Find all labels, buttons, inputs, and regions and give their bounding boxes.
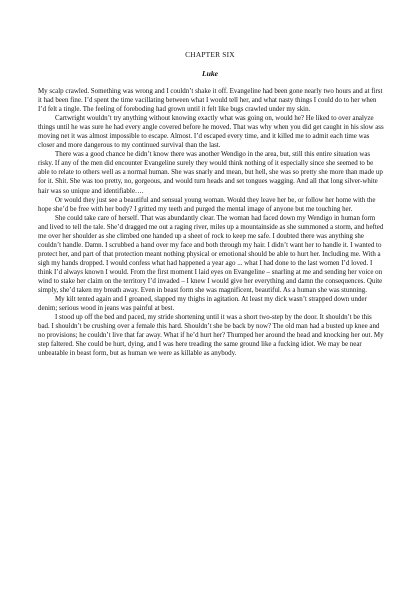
paragraph: Or would they just see a beautiful and sensual young woman. Would they leave her be, or follow her home with the hope she’d be free with her body? I gritted my teeth and purged the mental image of anyone but me touching her. xyxy=(38,195,376,213)
paragraph: She could take care of herself. That was abundantly clear. The woman had faced down my Wendigo in human form and lived to tell the tale. She’d dragged me out a raging river, miles up a mountainside as she summoned a storm, and hefted me over her shoulder as she climbed one handed up a sheet of rock to keep me safe. I doubted there was anything she couldn’t handle. Damn. I scrubbed a hand over my face and both through my hair. I didn’t want her to handle it. I wanted to protect her, and part of that protection meant nothing physical or emotional should be able to hurt her. Including me. With a sigh my hands dropped. I would confess what had happened a year ago ... what I had done to the last women I’d loved. I think I’d always known I would. From the first moment I laid eyes on Evangeline – snarling at me and sending her voice on wind to stake her claim on the territory I’d invaded – I knew I would give her everything and damn the consequences. Quite simply, she’d taken my breath away. Even in beast form she was magnificent, beautiful. As a human she was stunning. xyxy=(38,213,384,295)
paragraph: There was a good chance he didn’t know there was another Wendigo in the area, but, still this entire situation was risky. If any of the men did encounter Evangeline surely they would think nothing of it especially since she seemed to be able to relate to others well as a normal human. She was snarly and mean, but hell, she was so pretty she more than made up for it. Shit. She was too pretty, no, gorgeous, and would turn heads and set tongues wagging. And all that long silver-white hair was so unique and identifiable…. xyxy=(38,150,383,195)
paragraph: My kilt tented again and I groaned, slapped my thighs in agitation. At least my dick wasn’t strapped down under denim; serious wood in jeans was painful at best. xyxy=(38,295,367,313)
paragraph: My scalp crawled. Something was wrong and I couldn’t shake it off. Evangeline had been gone nearly two hours and at first it had been fine. I’d spent the time vacillating between what I would tell her, and what nasty things I could do to her when I’d felt a tingle. The feeling of foreboding had grown until it felt like bugs crawled under my skin. xyxy=(38,87,383,114)
paragraph: I stood up off the bed and paced, my stride shortening until it was a short two-step by the door. It shouldn’t be this bad. I shouldn’t be crushing over a female this hard. Shouldn’t she be back by now? The old man had a busted up knee and no provisions; he couldn’t live that far away. What if he’d hurt her? Thumped her around the head and knocking her out. My step faltered. She could be hurt, dying, and I was here treading the same ground like a fucking idiot. We may be near unbeatable in beast form, but as human we were as killable as anybody. xyxy=(38,313,384,358)
paragraph: Cartwright wouldn’t try anything without knowing exactly what was going on, would he? He liked to over analyze things until he was sure he had every angle covered before he moved. That was why when you did get caught in his slow ass moving net it was almost impossible to escape. Almost. I’d escaped every time, and it killed me to admit each time was closer and more dangerous to my continued survival than the last. xyxy=(38,114,384,150)
pov-character-name: Luke xyxy=(201,69,219,78)
chapter-body xyxy=(38,87,384,358)
chapter-heading: CHAPTER SIX xyxy=(185,50,235,59)
